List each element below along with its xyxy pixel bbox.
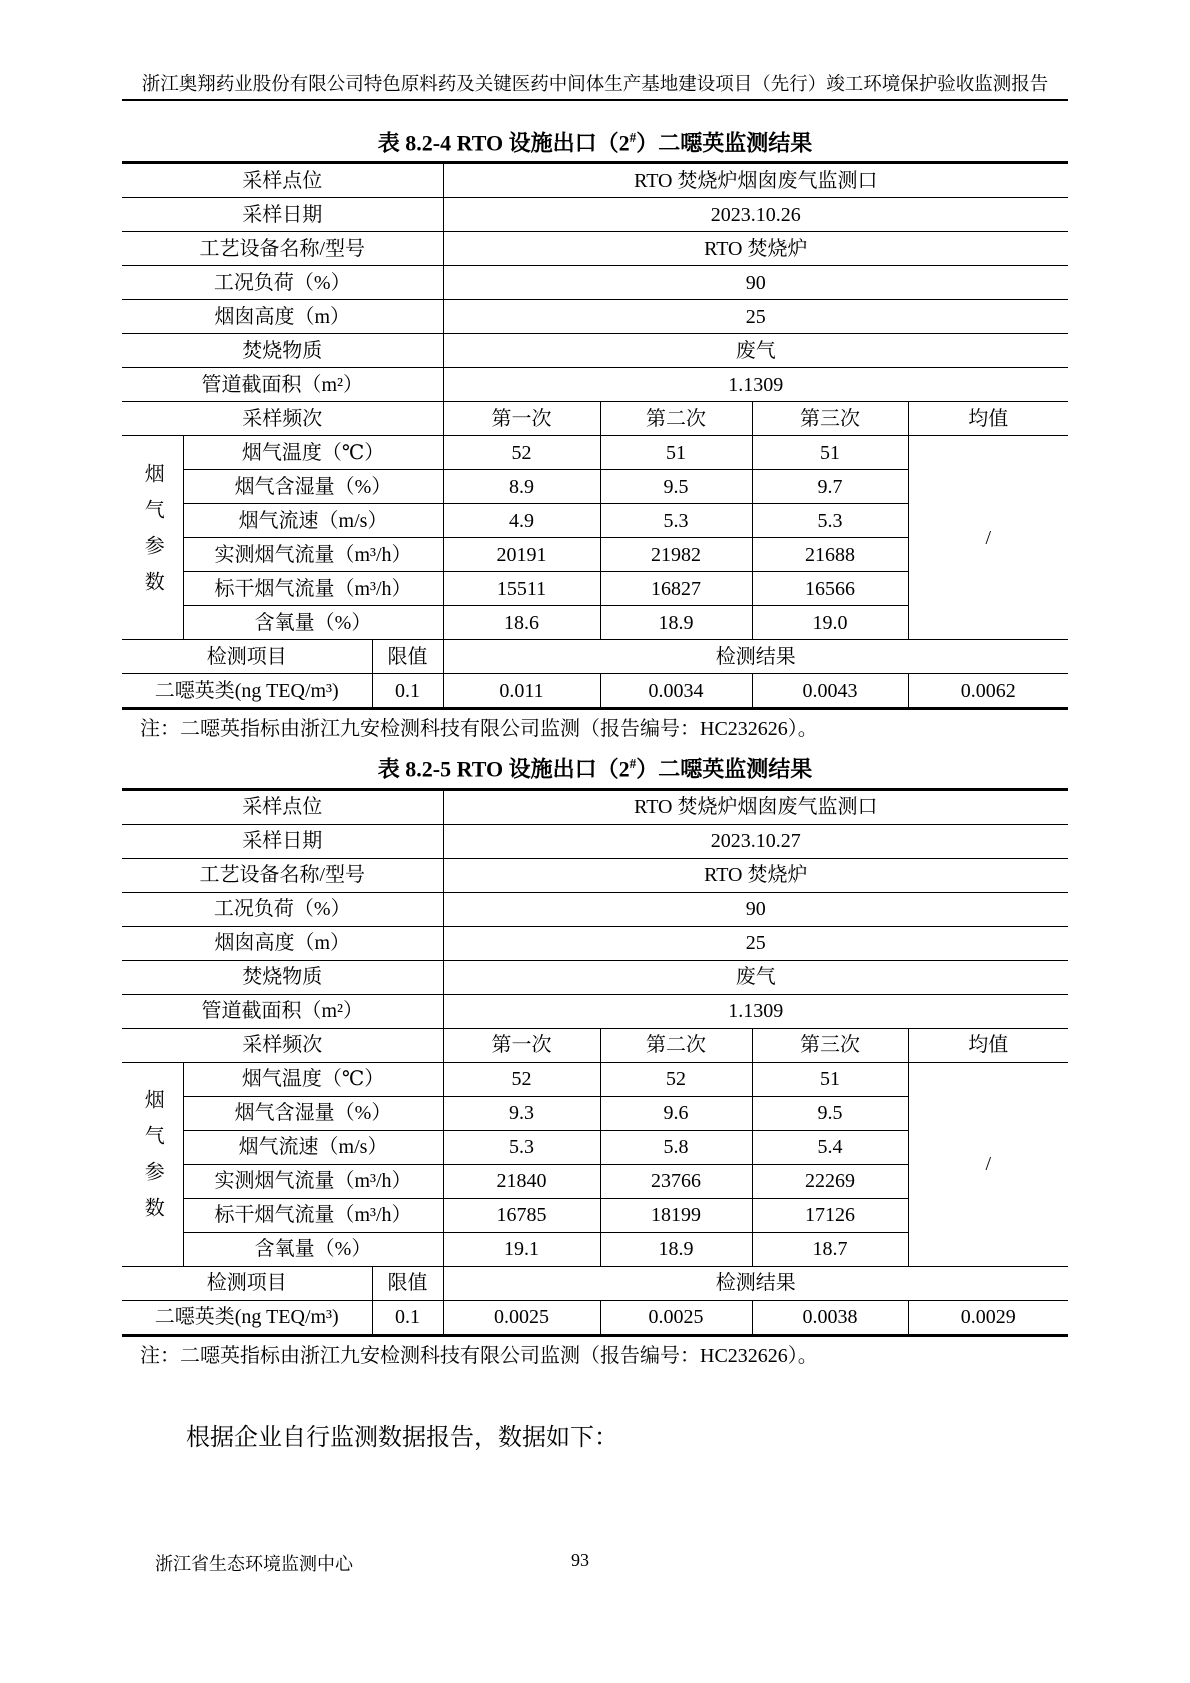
table2-title-post: ）二噁英监测结果 [636,756,813,782]
info-value-cell: 废气 [443,334,1068,368]
limit-label-cell: 限值 [372,1266,443,1300]
param-value-cell: 9.7 [752,470,908,504]
info-label-cell: 采样点位 [122,163,443,198]
param-label-cell: 烟气含湿量（%） [183,470,443,504]
limit-label-cell: 限值 [372,640,443,674]
freq-col-header: 均值 [908,1028,1068,1062]
param-value-cell: 52 [600,1062,752,1096]
table1-title-pre: 表 8.2-4 RTO 设施出口（2 [377,130,630,156]
param-label-cell: 烟气流速（m/s） [183,504,443,538]
limit-item-cell: 检测项目 [122,640,372,674]
param-value-cell: 9.3 [443,1096,600,1130]
freq-col-header: 第二次 [600,1028,752,1062]
param-value-cell: 52 [443,1062,600,1096]
param-label-cell: 实测烟气流量（m³/h） [183,538,443,572]
info-label-cell: 工艺设备名称/型号 [122,232,443,266]
dioxin-row [122,1300,1068,1335]
freq-col-header: 第二次 [600,402,752,436]
param-value-cell: 16827 [600,572,752,606]
monitoring-table-1 [122,161,1068,710]
param-label-cell: 标干烟气流量（m³/h） [183,572,443,606]
info-label-cell: 工况负荷（%） [122,892,443,926]
footer-organization: 浙江省生态环境监测中心 [155,1554,353,1574]
table-row [122,300,1068,334]
param-group-label: 烟气参数 [141,1089,164,1234]
param-value-cell: 16785 [443,1198,600,1232]
param-value-cell: 19.1 [443,1232,600,1266]
table-row [122,266,1068,300]
info-label-cell: 采样日期 [122,198,443,232]
freq-col-header: 第三次 [752,402,908,436]
info-value-cell: 25 [443,926,1068,960]
dioxin-value-cell: 0.011 [443,674,600,709]
param-group-label: 烟气参数 [141,462,164,607]
info-label-cell: 工况负荷（%） [122,266,443,300]
table-row [122,232,1068,266]
info-value-cell: 90 [443,266,1068,300]
param-label-cell: 实测烟气流量（m³/h） [183,1164,443,1198]
param-value-cell: 15511 [443,572,600,606]
info-value-cell: 废气 [443,960,1068,994]
info-value-cell: RTO 焚烧炉烟囱废气监测口 [443,163,1068,198]
dioxin-limit-cell: 0.1 [372,1300,443,1335]
param-label-cell: 含氧量（%） [183,606,443,640]
dioxin-label-cell: 二噁英类(ng TEQ/m³) [122,674,372,709]
limit-item-cell: 检测项目 [122,1266,372,1300]
frequency-header-row [122,1028,1068,1062]
table2-title-sup: # [629,756,637,772]
freq-col-header: 第一次 [443,1028,600,1062]
freq-label-cell: 采样频次 [122,402,443,436]
table-row [122,994,1068,1028]
freq-col-header: 第三次 [752,1028,908,1062]
param-value-cell: 23766 [600,1164,752,1198]
table-row [122,163,1068,198]
info-label-cell: 工艺设备名称/型号 [122,858,443,892]
param-row [122,436,1068,470]
info-value-cell: 90 [443,892,1068,926]
limit-header-row [122,640,1068,674]
param-value-cell: 4.9 [443,504,600,538]
info-label-cell: 烟囱高度（m） [122,926,443,960]
info-value-cell: 1.1309 [443,368,1068,402]
monitoring-table-2 [122,788,1068,1337]
param-label-cell: 烟气温度（℃） [183,436,443,470]
param-value-cell: 21840 [443,1164,600,1198]
param-value-cell: 9.6 [600,1096,752,1130]
dioxin-mean-cell: 0.0062 [908,674,1068,709]
table-row [122,858,1068,892]
param-group-cell [122,1062,183,1266]
param-value-cell: 9.5 [752,1096,908,1130]
param-value-cell: 18.9 [600,606,752,640]
dioxin-value-cell: 0.0025 [600,1300,752,1335]
table-row [122,960,1068,994]
document-footer [0,1550,1190,1574]
param-value-cell: 21688 [752,538,908,572]
table-row [122,334,1068,368]
freq-col-header: 第一次 [443,402,600,436]
frequency-header-row [122,402,1068,436]
dioxin-row [122,674,1068,709]
table2-title [122,751,1068,782]
dioxin-value-cell: 0.0034 [600,674,752,709]
param-value-cell: 9.5 [600,470,752,504]
param-label-cell: 烟气温度（℃） [183,1062,443,1096]
param-value-cell: 17126 [752,1198,908,1232]
param-value-cell: 51 [600,436,752,470]
dioxin-label-cell: 二噁英类(ng TEQ/m³) [122,1300,372,1335]
param-value-cell: 5.3 [752,504,908,538]
param-group-cell [122,436,183,640]
param-value-cell: 8.9 [443,470,600,504]
table-row [122,926,1068,960]
param-value-cell: 16566 [752,572,908,606]
table1-title [122,125,1068,156]
table-row [122,368,1068,402]
param-value-cell: 18.9 [600,1232,752,1266]
dioxin-limit-cell: 0.1 [372,674,443,709]
body-paragraph: 根据企业自行监测数据报告，数据如下： [186,1424,618,1451]
limit-header-row [122,1266,1068,1300]
result-header-cell: 检测结果 [443,640,1068,674]
param-value-cell: 22269 [752,1164,908,1198]
param-value-cell: 19.0 [752,606,908,640]
freq-label-cell: 采样频次 [122,1028,443,1062]
param-label-cell: 烟气流速（m/s） [183,1130,443,1164]
dioxin-value-cell: 0.0043 [752,674,908,709]
table-row [122,198,1068,232]
param-row [122,1062,1068,1096]
info-value-cell: 2023.10.26 [443,198,1068,232]
table-row [122,892,1068,926]
dioxin-value-cell: 0.0025 [443,1300,600,1335]
param-value-cell: 51 [752,1062,908,1096]
info-value-cell: 2023.10.27 [443,824,1068,858]
table-row [122,789,1068,824]
param-value-cell: 52 [443,436,600,470]
info-value-cell: RTO 焚烧炉烟囱废气监测口 [443,789,1068,824]
header-title: 浙江奥翔药业股份有限公司特色原料药及关键医药中间体生产基地建设项目（先行）竣工环境保护验收监测报告 [141,75,1049,95]
info-label-cell: 焚烧物质 [122,334,443,368]
info-label-cell: 采样点位 [122,789,443,824]
param-value-cell: 20191 [443,538,600,572]
table1-title-sup: # [629,130,637,145]
dioxin-value-cell: 0.0038 [752,1300,908,1335]
table1-title-post: ）二噁英监测结果 [636,130,813,156]
param-value-cell: 51 [752,436,908,470]
document-header [122,0,1068,101]
table-row [122,824,1068,858]
param-value-cell: 18199 [600,1198,752,1232]
param-value-cell: 21982 [600,538,752,572]
param-value-cell: 5.3 [443,1130,600,1164]
param-label-cell: 含氧量（%） [183,1232,443,1266]
info-value-cell: 1.1309 [443,994,1068,1028]
mean-merged-cell: / [908,436,1068,640]
table2-note: 注：二噁英指标由浙江九安检测科技有限公司监测（报告编号：HC232626）。 [140,1344,818,1367]
info-label-cell: 烟囱高度（m） [122,300,443,334]
info-label-cell: 采样日期 [122,824,443,858]
table1-note: 注：二噁英指标由浙江九安检测科技有限公司监测（报告编号：HC232626）。 [140,718,818,741]
param-value-cell: 5.3 [600,504,752,538]
param-label-cell: 烟气含湿量（%） [183,1096,443,1130]
mean-merged-cell: / [908,1062,1068,1266]
param-value-cell: 5.8 [600,1130,752,1164]
result-header-cell: 检测结果 [443,1266,1068,1300]
header-divider [122,99,1068,101]
info-value-cell: 25 [443,300,1068,334]
param-value-cell: 18.6 [443,606,600,640]
info-label-cell: 管道截面积（m²） [122,994,443,1028]
info-label-cell: 管道截面积（m²） [122,368,443,402]
param-value-cell: 5.4 [752,1130,908,1164]
info-value-cell: RTO 焚烧炉 [443,858,1068,892]
param-label-cell: 标干烟气流量（m³/h） [183,1198,443,1232]
freq-col-header: 均值 [908,402,1068,436]
page-number: 93 [571,1550,589,1570]
info-label-cell: 焚烧物质 [122,960,443,994]
table2-title-pre: 表 8.2-5 RTO 设施出口（2 [377,756,630,782]
param-value-cell: 18.7 [752,1232,908,1266]
info-value-cell: RTO 焚烧炉 [443,232,1068,266]
dioxin-mean-cell: 0.0029 [908,1300,1068,1335]
